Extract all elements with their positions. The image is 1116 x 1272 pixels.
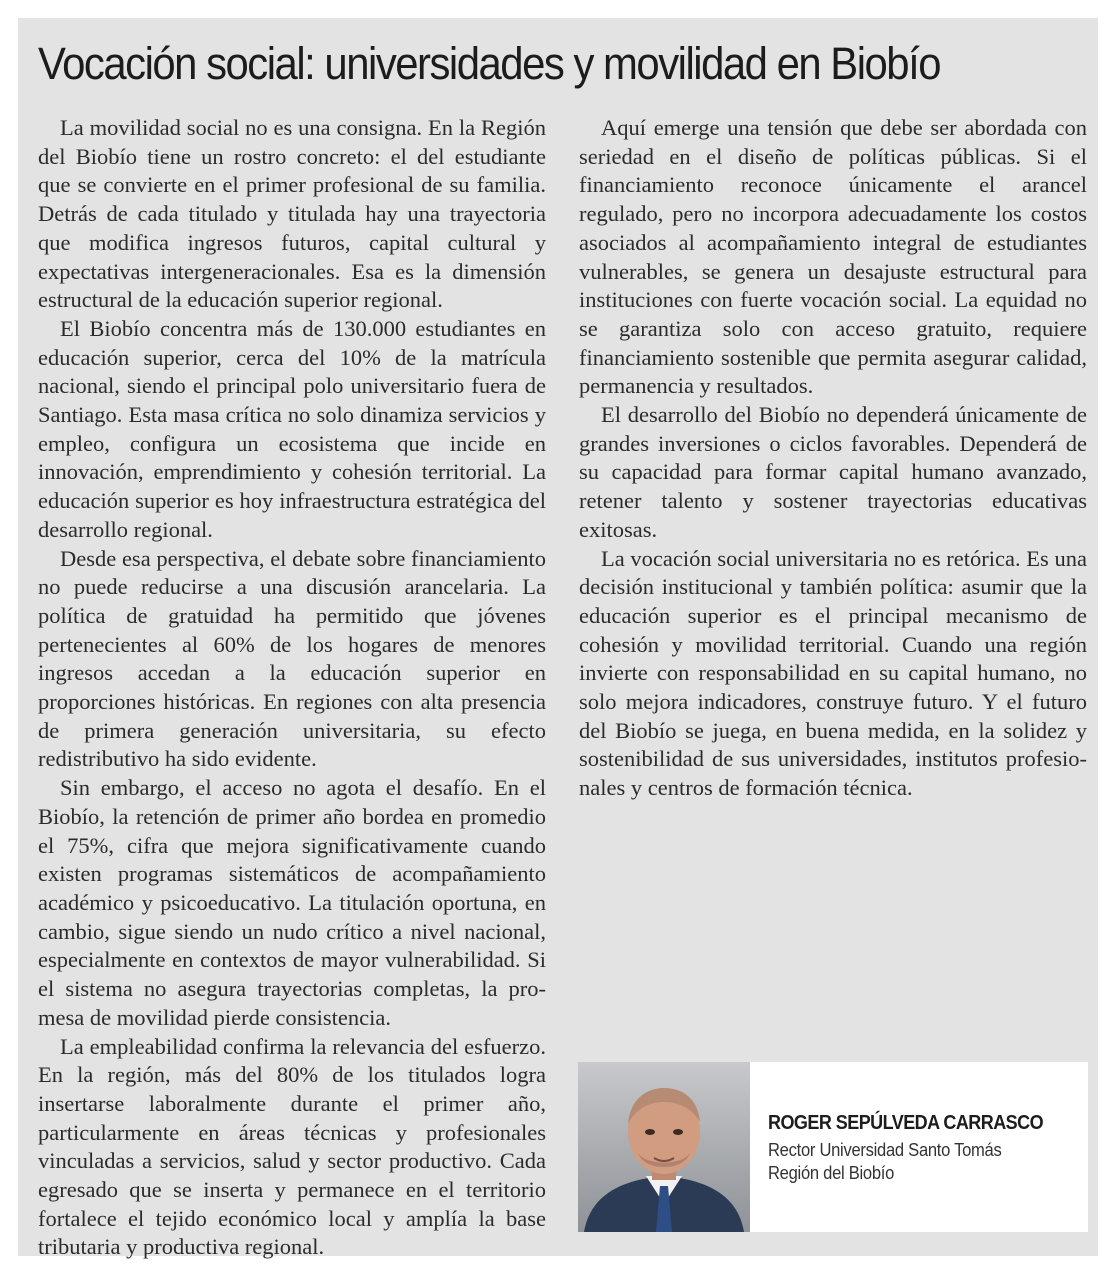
article-paragraph: La vocación social universitaria no es retórica. Es una decisión institucional y también política: asumir que la educación superior es el principal mecanismo de cohesión y movilidad territorial. Cuando una región invierte con responsabilidad en su capital humano, no solo mejora indicadores, construye futuro. Y el futuro del Biobío se juega, en buena medida, en la solidez y sostenibilidad de sus universidades, institutos profesionales y centros de formación técnica. — [579, 545, 1087, 801]
newspaper-clipping — [18, 18, 1098, 1260]
article-paragraph: Aquí emerge una tensión que debe ser abordada con seriedad en el diseño de políticas públicas. Si el financiamiento reconoce únicamente el arancel regulado, pero no incorpora adecuadamente los costos asociados al acompañamiento integral de estudiantes vulnerables, se genera un desajuste estructural para instituciones con fuerte vocación social. La equidad no se garantiza solo con acceso gratuito, requiere financiamiento sostenible que permita asegurar calidad, permanencia y resultados. — [579, 115, 1087, 399]
author-box — [578, 1062, 1088, 1232]
author-role: Rector Universidad Santo Tomás — [768, 1140, 1002, 1160]
article-paragraph: Sin embargo, el acceso no agota el desafío. En el Biobío, la retención de primer año bordea en promedio el 75%, cifra que mejora significativamente cuando existen programas sistemáticos de acompañamiento académico y psicoeducativo. La titulación oportuna, en cambio, sigue siendo un nudo crítico a nivel nacional, especialmente en contextos de mayor vulnerabilidad. Si el sistema no asegura trayectorias completas, la promesa de movilidad pierde consistencia. — [38, 775, 546, 1030]
article-headline: Vocación social: universidades y movilidad en Biobío — [38, 38, 941, 89]
article-paragraph: Desde esa perspectiva, el debate sobre financiamiento no puede reducirse a una discusión arancelaria. La política de gratuidad ha permitido que jóvenes pertenecientes al 60% de los hogares de menores ingresos accedan a la educación superior en proporciones históricas. En regiones con alta presencia de primera generación universitaria, su efecto redistributivo ha sido evidente. — [38, 545, 546, 772]
article-paragraph: El desarrollo del Biobío no dependerá únicamente de grandes inversiones o ciclos favorables. Dependerá de su capacidad para formar capital humano avanzado, retener talento y sostener trayectorias educativas exitosas. — [579, 402, 1087, 542]
article-paragraph: La movilidad social no es una consigna. En la Región del Biobío tiene un rostro concreto: el del estudiante que se convierte en el primer profesional de su familia. Detrás de cada titulado y titulada hay una trayectoria que modifica ingresos futuros, capital cultural y expectativas intergeneracionales. Esa es la dimensión estructural de la educación superior regional. — [38, 115, 546, 313]
article-paragraph: La empleabilidad confirma la relevancia del esfuerzo. En la región, más del 80% de los titulados logra insertarse laboralmente durante el primer año, particularmente en áreas técnicas y profesionales vinculadas a servicios, salud y sector productivo. Cada egresado que se inserta y permanece en el territorio fortalece el tejido económico local y amplía la base tributaria y productiva regional. — [38, 1033, 546, 1260]
author-portrait — [578, 1062, 750, 1232]
article-column-right — [579, 114, 1087, 803]
author-name: ROGER SEPÚLVEDA CARRASCO — [768, 1112, 1044, 1134]
article-paragraph: El Biobío concentra más de 130.000 estudiantes en educación superior, cerca del 10% de la matrícula nacional, siendo el principal polo universitario fuera de Santiago. Esta masa crítica no solo dinamiza servicios y empleo, configura un ecosistema que incide en innovación, emprendimiento y cohesión territorial. La educación superior es hoy infraestructura estratégica del desarrollo regional. — [38, 315, 546, 542]
article-column-left — [38, 114, 546, 1262]
author-region: Región del Biobío — [768, 1163, 895, 1183]
